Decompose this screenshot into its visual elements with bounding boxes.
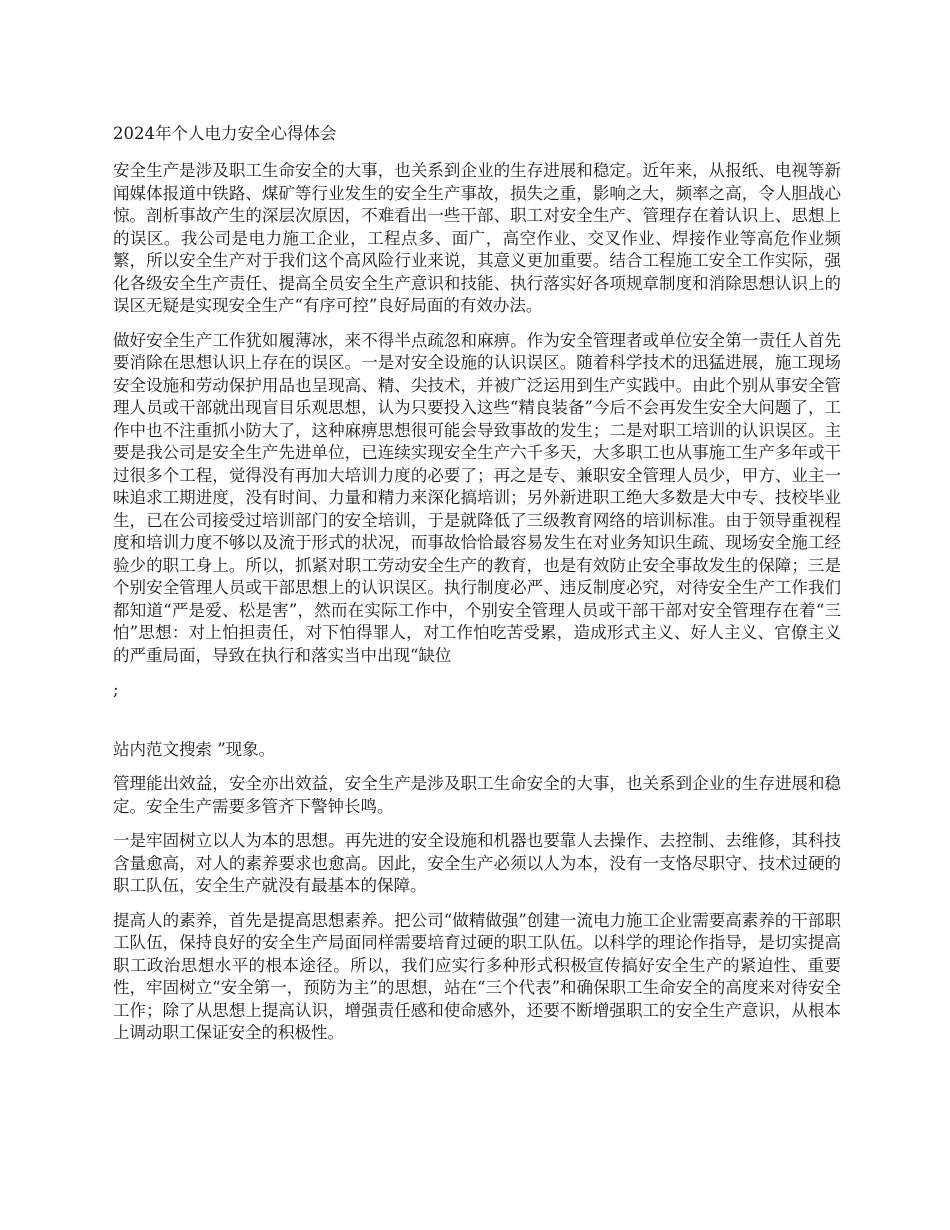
paragraph-people-first: 一是牢固树立以人为本的思想。再先进的安全设施和机器也要靠人去操作、去控制、去维修，其科技含量愈高，对人的素养要求也愈高。因此，安全生产必须以人为本，没有一支恪尽职守、技术过硬的职工队伍，安全生产就没有最基本的保障。 xyxy=(113,831,841,895)
paragraph-management: 管理能出效益，安全亦出效益，安全生产是涉及职工生命安全的大事，也关系到企业的生存进展和稳定。安全生产需要多管齐下警钟长鸣。 xyxy=(113,774,841,816)
paragraph-intro: 安全生产是涉及职工生命安全的大事，也关系到企业的生存进展和稳定。近年来，从报纸、电视等新闻媒体报道中铁路、煤矿等行业发生的安全生产事故，损失之重，影响之大，频率之高，令人胆战心惊。剖析事故产生的深层次原因，不难看出一些干部、职工对安全生产、管理存在着认识上、思想上的误区。我公司是电力施工企业，工程点多、面广，高空作业、交叉作业、焊接作业等高危作业频繁，所以安全生产对于我们这个高风险行业来说，其意义更加重要。结合工程施工安全工作实际，强化各级安全生产责任、提高全员安全生产意识和技能、执行落实好各项规章制度和消除思想认识上的误区无疑是实现安全生产“有序可控”良好局面的有效办法。 xyxy=(113,161,841,315)
paragraph-misconceptions: 做好安全生产工作犹如履薄冰，来不得半点疏忽和麻痹。作为安全管理者或单位安全第一责任人首先要消除在思想认识上存在的误区。一是对安全设施的认识误区。随着科学技术的迅猛进展，施工现场安全设施和劳动保护用品也呈现高、精、尖技术，并被广泛运用到生产实践中。由此个别从事安全管理人员或干部就出现盲目乐观思想，认为只要投入这些“精良装备”今后不会再发生安全大问题了，工作中也不注重抓小防大了，这种麻痹思想很可能会导致事故的发生；二是对职工培训的认识误区。主要是我公司是安全生产先进单位，已连续实现安全生产六千多天，大多职工也从事施工生产多年或干过很多个工程，觉得没有再加大培训力度的必要了；再之是专、兼职安全管理人员少，甲方、业主一味追求工期进度，没有时间、力量和精力来深化搞培训；另外新进职工绝大多数是大中专、技校毕业生，已在公司接受过培训部门的安全培训，于是就降低了三级教育网络的培训标准。由于领导重视程度和培训力度不够以及流于形式的状况，而事故恰恰最容易发生在对业务知识生疏、现场安全施工经验少的职工身上。所以，抓紧对职工劳动安全生产的教育，也是有效防止安全事故发生的保障；三是个别安全管理人员或干部思想上的认识误区。执行制度必严、违反制度必究，对待安全生产工作我们都知道“严是爱、松是害”，然而在实际工作中，个别安全管理人员或干部干部对安全管理存在着“三怕”思想：对上怕担责任，对下怕得罪人，对工作怕吃苦受累，造成形式主义、好人主义、官僚主义的严重局面，导致在执行和落实当中出现“缺位 xyxy=(113,330,841,665)
document-page xyxy=(113,122,841,1057)
document-title: 2024年个人电力安全心得体会 xyxy=(113,124,337,143)
page-break-semicolon: ; xyxy=(113,680,119,699)
paragraph-ideological-quality: 提高人的素养，首先是提高思想素养。把公司“做精做强”创建一流电力施工企业需要高素养的干部职工队伍，保持良好的安全生产局面同样需要培育过硬的职工队伍。以科学的理论作指导，是切实提高职工政治思想水平的根本途径。所以，我们应实行多种形式积极宣传搞好安全生产的紧迫性、重要性，牢固树立“安全第一，预防为主”的思想，站在“三个代表”和确保职工生命安全的高度来对待安全工作；除了从思想上提高认识，增强责任感和使命感外，还要不断增强职工的安全生产意识，从根本上调动职工保证安全的积极性。 xyxy=(113,910,841,1042)
site-search-line: 站内范文搜索 ”现象。 xyxy=(113,740,276,759)
